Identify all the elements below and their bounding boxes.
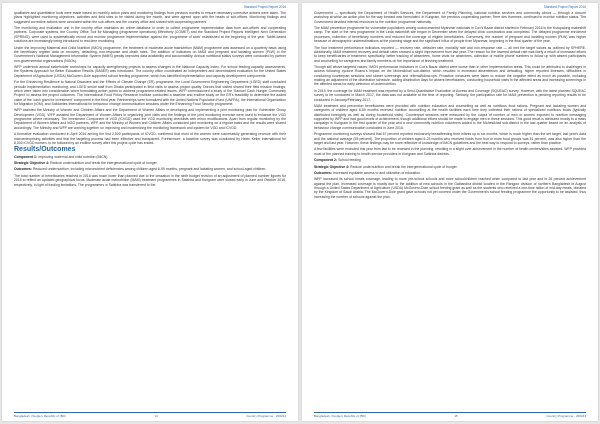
objective-text: Reduce undernutrition and break the intergenerational cycle of hunger. [50,160,158,165]
outcomes-line [14,167,286,171]
results-heading: Results/Outcomes [14,146,76,154]
footer-country: Bangladesh, People's Republic of (BD) [314,414,366,418]
right-page-body [314,11,586,199]
objective-label: Strategic Objective 4: [14,160,50,165]
paragraph: For the Enhancing Resilience to Natural Disasters and the Effects of Climate Change (ER) programme, the Local Government Engineering Department (LGED) staff conducted periodic implementation monitoring, and LGED senior staff from Dhaka participated in field visits to assess project quality. Donors that visited shared their field mission findings, which were taken into consideration when formulating action points to address programme-related issues. WFP commissioned a study of the 'Samuel Cash Hunger Community Project' to assess the project outcomes. The International Food Policy Research Institute conducted a baseline and endline study on the ER's feasibility to determine the added value of the 'cash grant for investment' component in the third year. Partnerships were formalized with the United Nations Population Fund (UNFPA), the International Organization for Migration (IOM), and Solidarités International for behaviour change communication sessions under the Enhancing Food Security programme. [14,80,286,106]
paragraph: The monitoring and evaluation unit in the country office maintains an online database in order to collect programme implementation data from sub-offices and cooperating partners. Corporate systems, the Country Office Tool for Managing (programme operations) Effectively (COMET) and the Standard Project Reports Intelligent Next Generation (SPRING), were used to systematically record and monitor programme implementation against the 'programme of work' established at the beginning of the year. Tablet-based solutions are increasingly being introduced to real-time monitoring. [14,26,286,44]
paragraph: Programme monitoring surveys showed that 67 percent reported exclusively breastfeeding their infants up to six months, which is much higher than the set target, last year's data and the national average (55 percent). The proportion of children aged 6-23 months who received foods from four or more food groups was 81 percent, was also higher than the target and last year. However, these findings may be more reflective of knowledge of IMCN guidelines and the best way to respond to surveys, rather than practice. [314,132,586,145]
paragraph: In 2015, the coverage for MAM treatment was reported by a Semi-Quantitative Evaluation of Access and Coverage (SQUEAC) survey. However, with the latest planned SQUEAC survey to be conducted in March 2017, the data was not available at the time of reporting. Similarly, the participation rate for MAM prevention is pending reporting results to be conducted in January/February 2017. [314,88,586,102]
outcomes-text: Reduced undernutrition, including micronutrient deficiencies among children aged 6-59 months, pregnant and lactating women, and school-aged children. [32,167,267,172]
objective-line [14,161,286,165]
page-footer [14,412,286,419]
footer-country: Bangladesh, People's Republic of (BD) [14,414,66,418]
objective-text: Reduce undernutrition and break the intergenerational cycle of hunger. [350,164,458,169]
outcomes-line [314,171,586,175]
page-footer [314,412,586,419]
paragraph: The four treatment performance indicators reported — recovery rate, defaulter rate, mortality rate and non-response rate — all met the target values as outlined by SPHERE. Additionally, MAM treatment recovery and default rates showed a slight improvement from last year. The reason for the lowered default rate was likely a result of increased efforts to keep beneficiaries in treatment; specifically, better tracking of absentees, home visits for absentees, collection of mobile phone numbers to follow up with absent participants and counselling for caregivers and family members on the importance of finishing treatment. [314,45,586,63]
paragraph: Government — specifically the Department of Health Services, the Department of Family Planning, national nutrition services and community clinics — through a closure workshop at which an action plan for the way forward was formulated. In Kurigram, the previous cooperating partner, Terre des Hommes, continued to monitor nutrition status. The Government devoted internal resources to the nutrition programme nationally. [314,11,586,24]
component-label: Component 2: [314,158,338,163]
paragraph: A few facilities were excluded this year from last to be renewed in the planning, resulting in a slight over-achievement in the number of health centres/sites assisted. WFP provided most of the planned training to health service providers in Kurigram and Satkhira districts. [314,147,586,156]
paragraph: The MAM prevention programme for vulnerable populations among undocumented Myanmar nationals in Cox's Bazar district started in February 2016 in the Kutupalong makeshift camp. The start of the new programme in the Leda makeshift site began in December when the delayed clinic construction was completed. The delayed programme enrolment processes, collection of beneficiary numbers and reduced the coverage of eligible beneficiaries. Conversely, the number of pregnant and lactating women (PLW) was higher because of demographic underestimations at the planning stage and the significant influx of people from Myanmar, beginning in the final quarter of the year. [314,26,586,44]
paragraph: Though still above targeted values, IMCN performance indicators in Cox's Bazar district were worse than in other implementation areas. This could be attributed to challenges in access following cyclone Roanu's impact on the Mohesikhali sub-district, which resulted in increased absenteeism and defaulting, higher reported illnesses, difficulties in conducting counterpart sessions and slower screenings and referral/follow-ups. Proactive measures were taken to reduce the negative effect as much as possible, including making an adjustment of the distribution schedule, adding distribution days for absent beneficiaries, conducting household visits in the affected areas and increasing screenings in the affected areas for early detection of undernutrition. [314,65,586,87]
footer-project: Country Programme - 200243 [246,414,286,418]
outcomes-text: Increased equitable access to and utilization of education. [332,170,422,175]
paragraph: A formative evaluation conducted in April 2016 among the first 2,000 participants of ICVGD, confirmed that most of the women were successfully generating revenue with their microenterprising activities and that the targeting process had been effective and transparent. Furthermore, a baseline survey was conducted by Helen Keller International for 8,000 ICVGD women, to be followed by an endline survey after this project cycle has ended. [14,132,286,145]
component-text: Improving maternal and child nutrition (IMCN) [38,154,108,159]
component-text: School feeding [338,158,361,163]
objective-label: Strategic Objective 4: [314,164,350,169]
paragraph: WFP assisted the Ministry of Women and Children Affairs and the Department of Women Affairs in developing and implementing a joint monitoring plan for Vulnerable Group Development (VGD). WFP assisted the Department of Women Affairs in organizing joint visits and the findings of the joint monitoring exercise were used to enhance the VGD programme where necessary. The Investment Component of VGD (ICVGD) used the VGD monitoring checklists with minor modifications. Apart from regular monitoring by the Department of Women Affairs and NGO partners, WFP and the Ministry of Women and Children Affairs conducted joint monitoring on a regular basis and the results were shared accordingly. The Ministry and WFP are working together on improving and modernizing the monitoring framework and system for VGD and ICVGD. [14,108,286,130]
right-page [302,3,598,421]
paragraph: MAM treatment and prevention beneficiaries were provided with nutrition education and counselling as well as nutritious food rations. Pregnant and lactating women and caregivers of children aged 6-59 months received nutrition counselling at the health facilities each time they collected their rations of specialized nutritious foods (typically distributed fortnightly as well as during household visits). Counterpart sessions were measured by the output of number of men or women exposed to nutrition messaging supported by WFP and had good levels of achievement, though additional efforts should be made to engage men in these sessions. This good result is attributed mostly to a mass campaign in Kurigram in the first quarter of the year and a new community nutrition volunteers added to the Mohesikhali sub-district in the last quarter based on an analysis of behaviour change communication conducted in June 2016. [314,104,586,130]
running-head: Standard Project Report 2016 [243,5,286,9]
page-number: 15 [454,414,458,418]
component-label: Component 1: [14,154,38,159]
component-line [14,155,286,159]
paragraph: WFP increased its school meals coverage, leading to more pre-school schools and more schoolchildren reached when compared to last year and in 26 percent achievement against the plan. Increased coverage is mostly due to the addition of new schools in the Gaibandha district located in the Rangpur division of northern Bangladesh in August through a United States Department of Agriculture (USDA) McGovern-Dole school feeding grant as well as the students who received a one-time ration of mid-day meals, donated by the Kingdom of Saudi Arabia. The McGovern-Dole grant gave schools not yet covered under the Government's school feeding programme the opportunity to be assisted, thus increasing the number of schools against the plan. [314,177,586,199]
outcomes-label: Outcomes: [314,170,332,175]
page-number: 14 [154,414,158,418]
outcomes-label: Outcomes: [14,167,32,172]
left-page-body [14,11,286,187]
left-page [2,3,298,421]
component-line [314,158,586,162]
running-head: Standard Project Report 2016 [543,5,586,9]
paragraph: The total number of beneficiaries reached in 2016 was much lower than planned due to the cessation in the ninth budget revision of an adjustment of planned number figures for 2016 to reflect an updated geographical focus. Moderate acute malnutrition (MAM) treatment programmes in Satkhira and Kurigram were closed early in June and October 2016, respectively, in light of funding limitations. The programmes in Satkhira was transferred to the [14,173,286,187]
footer-project: Country Programme - 200243 [546,414,586,418]
paragraph: Under the Improving Maternal and Child Nutrition (IMCN) programme, the treatment of moderate acute malnutrition (MAM) programme was assessed on a quarterly basis using the beneficiary register data on recovery, defaulting, non-response and death rates. The addition of indicators on MAM and pregnant and lactating women (PLW) in the Government's National Management Information System (NMIS) greatly improved data availability and accountability. Annual nutritional status surveys were conducted by partner non-governmental organizations (NGOs). [14,45,286,63]
paragraph: WFP undertook annual stakeholder workshops for capacity strengthening projects to assess changes in the National Capacity Index. For school feeding capacity assessments, the Systems Approach for Better Education Results (SABER) was introduced. The country office coordinated an independent and decentralized evaluation for the United States Department of Agriculture (USDA) McGovern-Dole supported school feeding programme, which has identified implementation and capacity development components. [14,65,286,78]
paragraph: qualitative and quantitative tools were made based on monthly action plans and monitoring findings from previous months to ensure necessary corrective actions were taken. The plans highlighted monitoring objectives, activities and field sites to be visited during the month, and were agreed upon with the heads of sub-offices. Monitoring findings and suggested corrective actions were circulated within the sub-offices and the country office and shared with cooperating partners. [14,11,286,24]
objective-line [314,165,586,169]
